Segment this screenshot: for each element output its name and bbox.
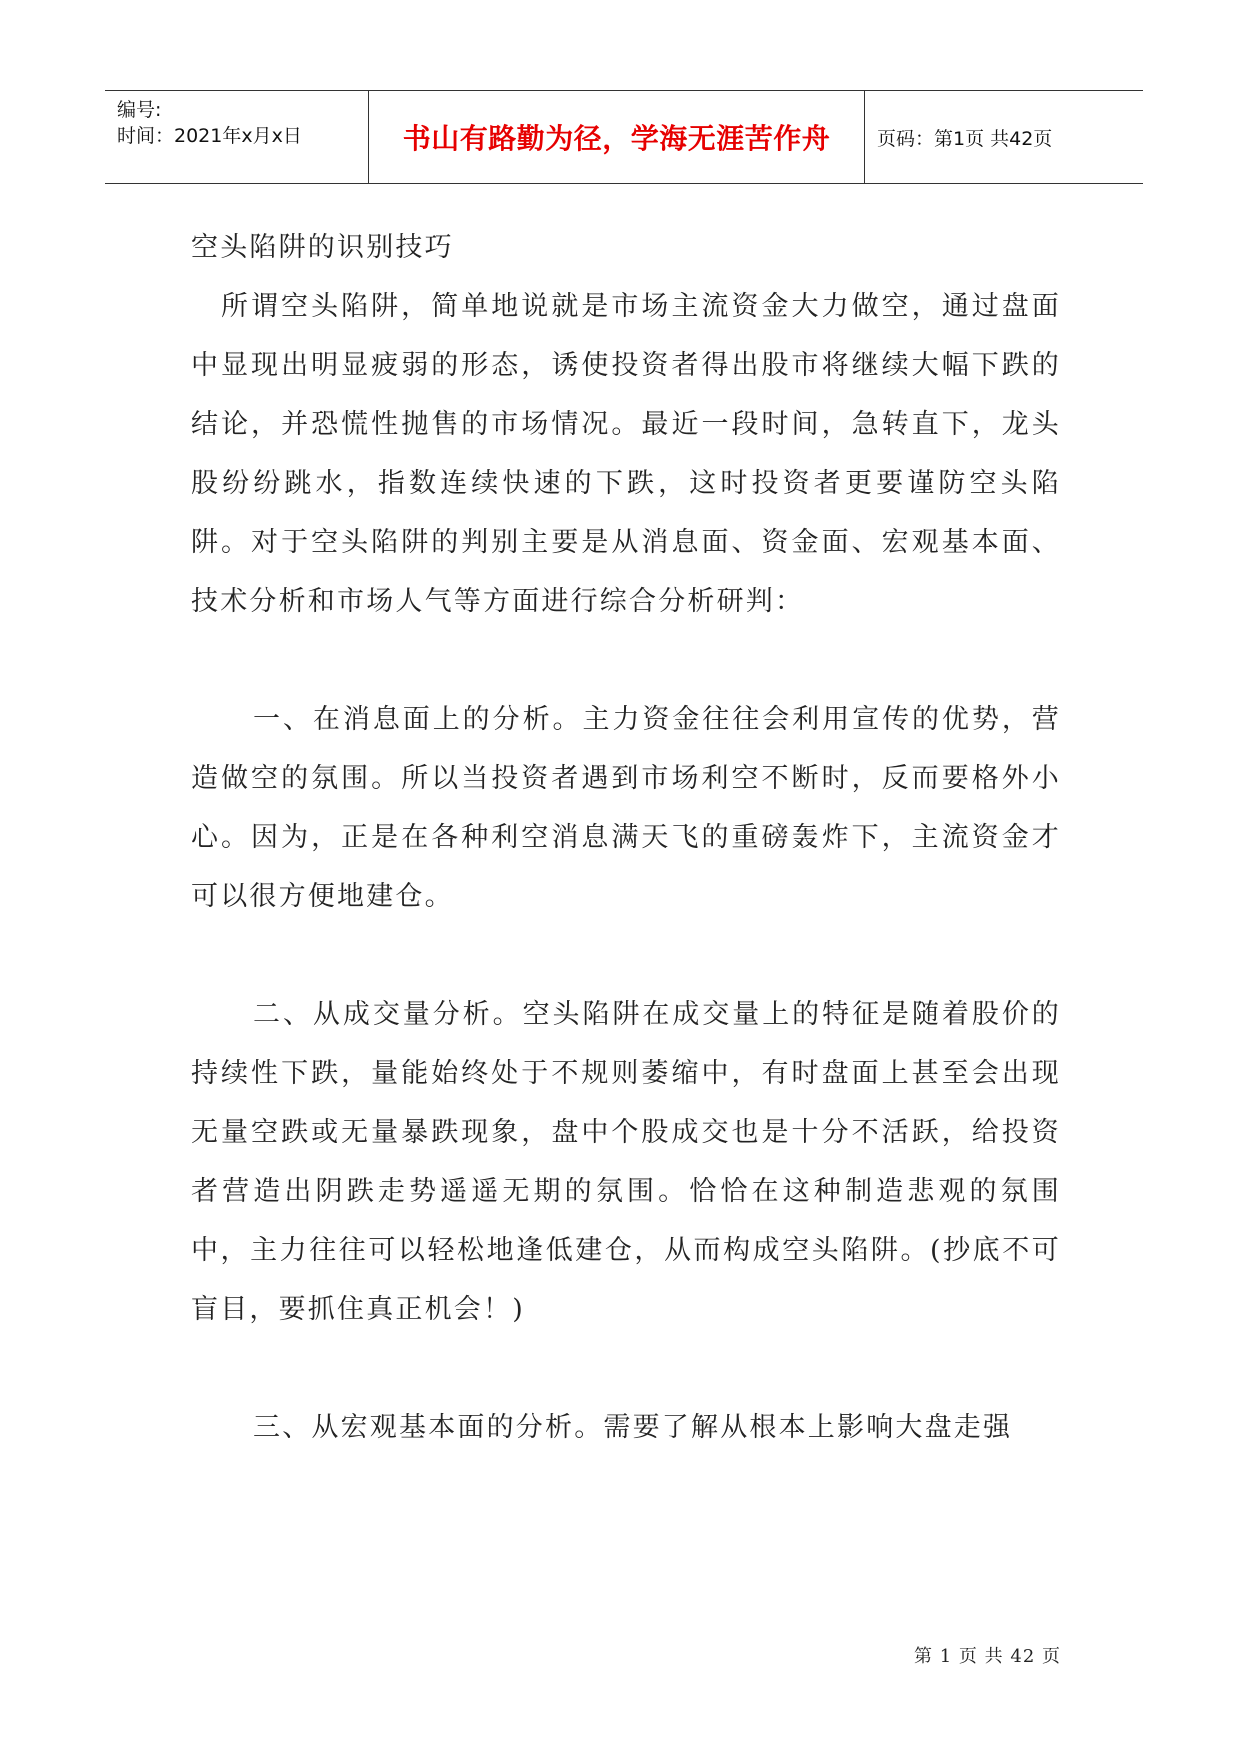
- document-body: [191, 218, 1061, 1457]
- section-2-paragraph: 二、从成交量分析。空头陷阱在成交量上的特征是随着股价的持续性下跌，量能始终处于不规则萎缩中，有时盘面上甚至会出现无量空跌或无量暴跌现象，盘中个股成交也是十分不活跃，给投资者营造出阴跌走势遥遥无期的氛围。恰恰在这种制造悲观的氛围中，主力往往可以轻松地逢低建仓，从而构成空头陷阱。(抄底不可盲目，要抓住真正机会！): [191, 999, 1061, 1325]
- page-header: [105, 90, 1143, 184]
- header-page-cell: [865, 91, 1143, 183]
- date-label: 时间：2021年x月x日: [117, 125, 302, 147]
- header-motto-cell: [369, 91, 865, 183]
- page-footer: 第 1 页 共 42 页: [914, 1646, 1061, 1667]
- motto-text: 书山有路勤为径，学海无涯苦作舟: [402, 122, 831, 155]
- serial-number-label: 编号:: [117, 99, 162, 121]
- section-1-paragraph: 一、在消息面上的分析。主力资金往往会利用宣传的优势，营造做空的氛围。所以当投资者遇到市场利空不断时，反而要格外小心。因为，正是在各种利空消息满天飞的重磅轰炸下，主流资金才可以很方便地建仓。: [191, 704, 1061, 912]
- intro-paragraph: 所谓空头陷阱，简单地说就是市场主流资金大力做空，通过盘面中显现出明显疲弱的形态，诱使投资者得出股市将继续大幅下跌的结论，并恐慌性抛售的市场情况。最近一段时间，急转直下，龙头股纷纷跳水，指数连续快速的下跌，这时投资者更要谨防空头陷阱。对于空头陷阱的判别主要是从消息面、资金面、宏观基本面、技术分析和市场人气等方面进行综合分析研判：: [191, 291, 1061, 617]
- document-title: 空头陷阱的识别技巧: [191, 232, 454, 263]
- paragraph-spacer: [191, 631, 1061, 690]
- header-meta-cell: [105, 91, 369, 183]
- header-page-info: 页码：第1页 共42页: [877, 127, 1053, 150]
- paragraph-spacer: [191, 926, 1061, 985]
- section-3-paragraph: 三、从宏观基本面的分析。需要了解从根本上影响大盘走强: [253, 1412, 1013, 1443]
- paragraph-spacer: [191, 1339, 1061, 1398]
